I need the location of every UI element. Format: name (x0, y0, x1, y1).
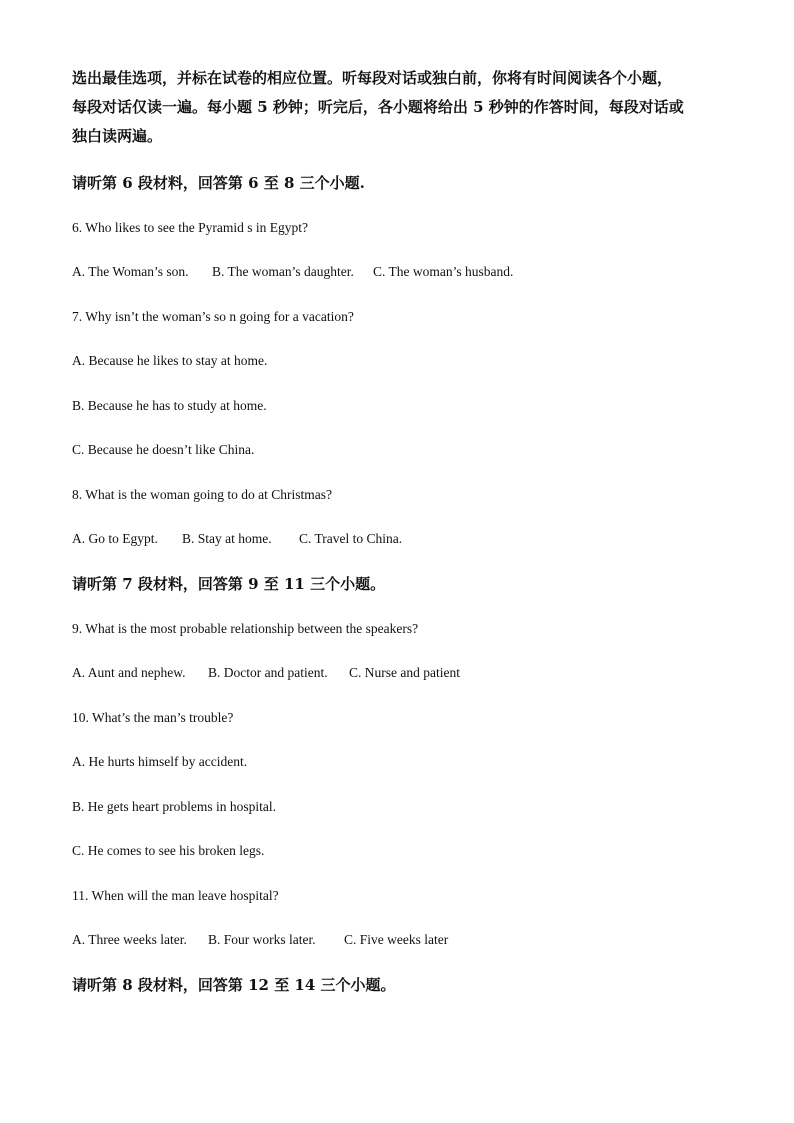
option-c: C. He comes to see his broken legs. (72, 843, 265, 858)
option-b: B. Because he has to study at home. (72, 398, 267, 413)
section-heading-7: 请听第 7 段材料，回答第 9 至 11 三个小题。 (72, 575, 386, 593)
question-8: 8. What is the woman going to do at Christmas? (72, 487, 332, 502)
option-a: A. The Woman’s son. (72, 264, 189, 279)
options-row-9 (72, 664, 460, 682)
instructions-line: 选出最佳选项，并标在试卷的相应位置。听每段对话或独白前，你将有时间阅读各个小题， (72, 69, 673, 87)
section-heading-6: 请听第 6 段材料，回答第 6 至 8 三个小题. (72, 174, 365, 192)
options-row-11 (72, 931, 448, 949)
option-c: C. Nurse and patient (349, 665, 460, 680)
option-c: C. Because he doesn’t like China. (72, 442, 255, 457)
option-b: B. Stay at home. (182, 531, 272, 546)
option-c: C. Travel to China. (299, 531, 403, 546)
option-a: A. Aunt and nephew. (72, 665, 186, 680)
option-a: A. Go to Egypt. (72, 531, 158, 546)
question-6: 6. Who likes to see the Pyramid s in Egypt? (72, 220, 308, 235)
instructions-line: 独白读两遍。 (72, 127, 163, 145)
option-a: A. Because he likes to stay at home. (72, 353, 268, 368)
options-row-6 (72, 263, 513, 281)
question-9: 9. What is the most probable relationship between the speakers? (72, 621, 419, 636)
option-b: B. Doctor and patient. (208, 665, 328, 680)
option-a: A. Three weeks later. (72, 932, 187, 947)
instructions-paragraph (72, 64, 732, 151)
section-heading-8: 请听第 8 段材料，回答第 12 至 14 三个小题。 (72, 976, 396, 994)
question-7: 7. Why isn’t the woman’s so n going for a vacation? (72, 309, 354, 324)
option-c: C. The woman’s husband. (373, 264, 514, 279)
options-row-8 (72, 530, 402, 548)
option-c: C. Five weeks later (344, 932, 449, 947)
question-11: 11. When will the man leave hospital? (72, 888, 279, 903)
option-b: B. Four works later. (208, 932, 316, 947)
instructions-line: 每段对话仅读一遍。每小题 5 秒钟；听完后，各小题将给出 5 秒钟的作答时间，每段对话或 (72, 98, 684, 116)
option-b: B. The woman’s daughter. (212, 264, 354, 279)
question-10: 10. What’s the man’s trouble? (72, 710, 234, 725)
option-a: A. He hurts himself by accident. (72, 754, 248, 769)
option-b: B. He gets heart problems in hospital. (72, 799, 276, 814)
